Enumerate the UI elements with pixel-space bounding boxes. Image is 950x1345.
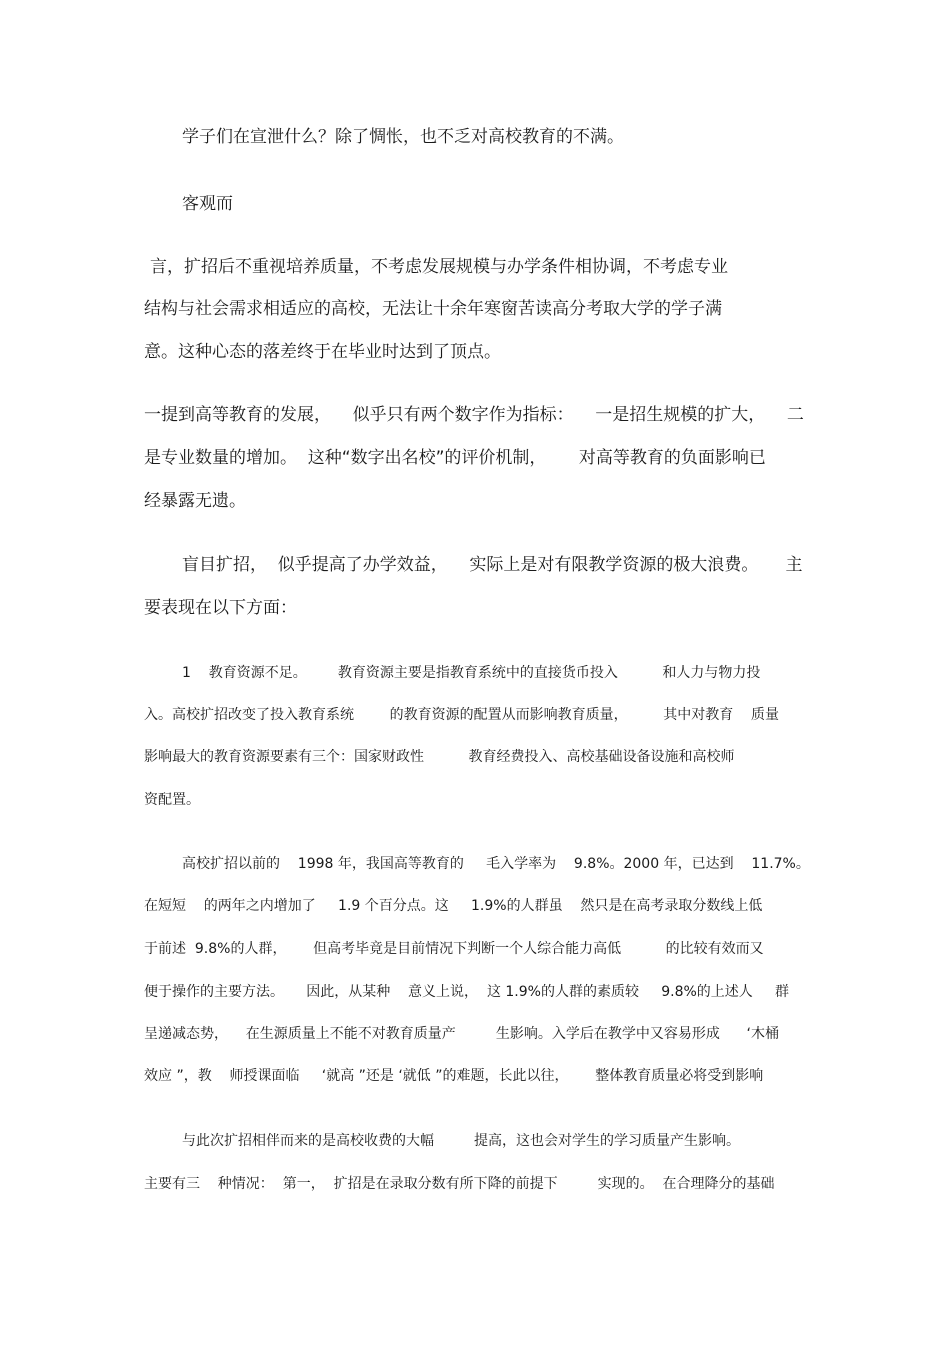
text-line: 意。这种心态的落差终于在毕业时达到了顶点。	[144, 342, 501, 362]
text-line: 1 教育资源不足。 教育资源主要是指教育系统中的直接货币投入 和人力与物力投	[182, 665, 761, 681]
text-line: 呈递减态势， 在生源质量上不能不对教育质量产 生影响。入学后在教学中又容易形成 ‘木桶	[144, 1026, 780, 1042]
text-line: 在短短 的两年之内增加了 1.9 个百分点。这 1.9%的人群虽 然只是在高考录取分数线上低	[144, 898, 763, 914]
text-line: 与此次扩招相伴而来的是高校收费的大幅 提高，这也会对学生的学习质量产生影响。	[182, 1133, 741, 1149]
text-line: 高校扩招以前的 1998 年，我国高等教育的 毛入学率为 9.8%。2000 年，已达到 11.7%。	[182, 856, 810, 872]
text-line: 是专业数量的增加。 这种“数字出名校”的评价机制， 对高等教育的负面影响已	[144, 448, 766, 468]
text-line: 言，扩招后不重视培养质量，不考虑发展规模与办学条件相协调，不考虑专业	[150, 257, 728, 277]
text-line: 影响最大的教育资源要素有三个：国家财政性 教育经费投入、高校基础设备设施和高校师	[144, 749, 735, 765]
text-line: 客观而	[182, 194, 233, 214]
text-line: 学子们在宣泄什么？除了惆怅，也不乏对高校教育的不满。	[182, 127, 624, 147]
text-line: 便于操作的主要方法。 因此，从某种 意义上说， 这 1.9%的人群的素质较 9.8%的上述人 群	[144, 984, 790, 1000]
text-line: 入。高校扩招改变了投入教育系统 的教育资源的配置从而影响教育质量， 其中对教育 质量	[144, 707, 780, 723]
text-line: 盲目扩招， 似乎提高了办学效益， 实际上是对有限教学资源的极大浪费。 主	[182, 555, 803, 575]
text-line: 要表现在以下方面：	[144, 598, 297, 618]
text-line: 于前述 9.8%的人群， 但高考毕竟是目前情况下判断一个人综合能力高低 的比较有效而又	[144, 941, 764, 957]
text-line: 效应 ”，教 师授课面临 ‘就高 ”还是 ‘就低 ”的难题，长此以往， 整体教育质量必将受到影响	[144, 1068, 764, 1084]
text-line: 主要有三 种情况： 第一， 扩招是在录取分数有所下降的前提下 实现的。 在合理降分的基础	[144, 1176, 775, 1192]
text-line: 一提到高等教育的发展， 似乎只有两个数字作为指标： 一是招生规模的扩大， 二	[144, 405, 804, 425]
text-line: 结构与社会需求相适应的高校，无法让十余年寒窗苦读高分考取大学的学子满	[144, 299, 722, 319]
text-line: 经暴露无遗。	[144, 491, 246, 511]
text-line: 资配置。	[144, 792, 200, 808]
